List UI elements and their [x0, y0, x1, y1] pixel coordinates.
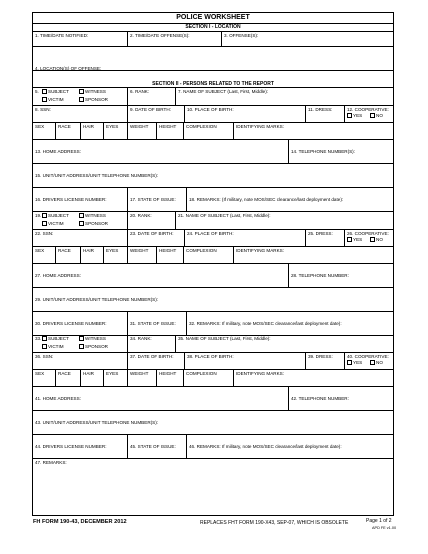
remarks-47-row	[33, 459, 393, 516]
person-2-home-row	[33, 264, 393, 288]
cooperative-no-checkbox[interactable]: NO	[370, 113, 383, 119]
drivers-license-field[interactable]: 30. DRIVERS LICENSE NUMBER:	[33, 312, 128, 335]
victim-checkbox[interactable]: VICTIM	[42, 344, 64, 350]
cooperative-label: 12. COOPERATIVE:	[347, 107, 389, 112]
subject-checkbox[interactable]: SUBJECT	[42, 336, 69, 342]
hair-field[interactable]: HAIR	[81, 247, 104, 263]
person-2-license-row	[33, 312, 393, 336]
person-3-unit-row	[33, 411, 393, 435]
person-3-role-cell	[33, 335, 128, 352]
cooperative-label: 26. COOPERATIVE:	[347, 231, 389, 236]
person-3-description-row	[33, 370, 393, 387]
section-1-title: SECTION I - LOCATION	[185, 24, 241, 30]
eyes-field[interactable]: EYES	[104, 123, 128, 139]
place-of-birth-field[interactable]: 24. PLACE OF BIRTH:	[185, 230, 306, 246]
sponsor-checkbox[interactable]: SPONSOR	[79, 221, 108, 227]
location-of-offense-field[interactable]: 4. LOCATION(S) OF OFFENSE:	[35, 66, 102, 70]
home-address-field[interactable]: 13. HOME ADDRESS:	[33, 140, 289, 163]
time-date-notified-field[interactable]: 1. TIME/DATE NOTIFIED:	[33, 32, 128, 46]
complexion-field[interactable]: COMPLEXION	[184, 247, 234, 263]
race-field[interactable]: RACE	[56, 123, 81, 139]
witness-checkbox[interactable]: WITNESS	[79, 213, 106, 219]
ssn-field[interactable]: 22. SSN:	[33, 230, 128, 246]
subject-checkbox[interactable]: SUBJECT	[42, 89, 69, 95]
victim-checkbox[interactable]: VICTIM	[42, 221, 64, 227]
state-of-issue-field[interactable]: 45. STATE OF ISSUE:	[128, 435, 187, 458]
race-field[interactable]: RACE	[56, 370, 81, 386]
subject-name-field[interactable]: 35. NAME OF SUBJECT (Last, First, Middle):	[178, 336, 271, 341]
person-2-id-row	[33, 230, 393, 247]
remarks-field[interactable]: 18. REMARKS: (If military, note MOS/SEC clearance/last deployment date):	[189, 197, 344, 202]
cooperative-no-checkbox[interactable]: NO	[370, 237, 383, 243]
person-2-role-cell	[33, 212, 128, 229]
identifying-marks-field[interactable]: IDENTIFYING MARKS:	[236, 124, 284, 129]
date-of-birth-field[interactable]: 23. DATE OF BIRTH:	[128, 230, 185, 246]
offenses-field[interactable]: 3. OFFENSE(S):	[224, 33, 259, 38]
sex-field[interactable]: SEX	[33, 370, 56, 386]
police-worksheet-form	[32, 12, 394, 516]
subject-name-field[interactable]: 21. NAME OF SUBJECT (Last, First, Middle):	[178, 213, 271, 218]
ssn-field[interactable]: 8. SSN:	[33, 106, 128, 122]
cooperative-cell	[345, 106, 393, 122]
cooperative-yes-checkbox[interactable]: YES	[347, 360, 362, 366]
section-2-title: SECTION II - PERSONS RELATED TO THE REPORT	[152, 81, 274, 87]
person-1-unit-row	[33, 164, 393, 188]
place-of-birth-field[interactable]: 38. PLACE OF BIRTH:	[185, 353, 306, 369]
person-role-number: 33.	[35, 336, 42, 341]
telephone-field[interactable]: 28. TELEPHONE NUMBER:	[291, 273, 349, 278]
ssn-field[interactable]: 36. SSN:	[33, 353, 128, 369]
dress-field[interactable]: 39. DRESS:	[306, 353, 345, 369]
telephone-field[interactable]: 42. TELEPHONE NUMBER:	[291, 396, 349, 401]
weight-field[interactable]: WEIGHT	[128, 247, 157, 263]
subject-checkbox[interactable]: SUBJECT	[42, 213, 69, 219]
cooperative-yes-checkbox[interactable]: YES	[347, 113, 362, 119]
sponsor-checkbox[interactable]: SPONSOR	[79, 97, 108, 103]
cooperative-no-checkbox[interactable]: NO	[370, 360, 383, 366]
person-role-number: 19.	[35, 213, 42, 218]
person-1-role-row	[33, 88, 393, 106]
dress-field[interactable]: 11. DRESS:	[306, 106, 345, 122]
sponsor-checkbox[interactable]: SPONSOR	[79, 344, 108, 350]
telephone-field[interactable]: 14. TELEPHONE NUMBER(S):	[291, 149, 355, 154]
cooperative-cell	[345, 353, 393, 369]
home-address-field[interactable]: 27. HOME ADDRESS:	[33, 264, 289, 287]
home-address-field[interactable]: 41. HOME ADDRESS:	[33, 387, 289, 410]
subject-name-field[interactable]: 7. NAME OF SUBJECT (Last, First, Middle):	[178, 89, 269, 94]
dress-field[interactable]: 25. DRESS:	[306, 230, 345, 246]
cooperative-yes-checkbox[interactable]: YES	[347, 237, 362, 243]
eyes-field[interactable]: EYES	[104, 370, 128, 386]
unit-address-field[interactable]: 29. UNIT/UNIT ADDRESS/UNIT TELEPHONE NUMBER(S):	[35, 297, 159, 302]
identifying-marks-field[interactable]: IDENTIFYING MARKS:	[236, 248, 284, 253]
hair-field[interactable]: HAIR	[81, 123, 104, 139]
remarks-47-field[interactable]: 47. REMARKS:	[35, 460, 67, 465]
page-number: Page 1 of 2	[366, 518, 392, 524]
sex-field[interactable]: SEX	[33, 123, 56, 139]
drivers-license-field[interactable]: 16. DRIVERS LICENSE NUMBER:	[33, 188, 128, 211]
hair-field[interactable]: HAIR	[81, 370, 104, 386]
person-2-role-row	[33, 212, 393, 230]
cooperative-cell	[345, 230, 393, 246]
person-3-id-row	[33, 353, 393, 370]
height-field[interactable]: HEIGHT	[157, 123, 184, 139]
state-of-issue-field[interactable]: 31. STATE OF ISSUE:	[128, 312, 187, 335]
form-version: APD FE v1.00	[372, 526, 397, 530]
rank-field[interactable]: 34. RANK:	[128, 335, 176, 352]
cooperative-label: 40. COOPERATIVE:	[347, 354, 389, 359]
person-3-license-row	[33, 435, 393, 459]
identifying-marks-field[interactable]: IDENTIFYING MARKS:	[236, 371, 284, 376]
rank-field[interactable]: 6. RANK:	[128, 88, 176, 105]
form-number: FH FORM 190-43, DECEMBER 2012	[33, 519, 127, 525]
drivers-license-field[interactable]: 44. DRIVERS LICENSE NUMBER:	[33, 435, 128, 458]
date-of-birth-field[interactable]: 9. DATE OF BIRTH:	[128, 106, 185, 122]
person-role-number: 5.	[35, 89, 39, 94]
location-row-1	[33, 32, 393, 47]
unit-address-field[interactable]: 15. UNIT/UNIT ADDRESS/UNIT TELEPHONE NUMBER(S):	[35, 173, 159, 178]
weight-field[interactable]: WEIGHT	[128, 370, 157, 386]
place-of-birth-field[interactable]: 10. PLACE OF BIRTH:	[185, 106, 306, 122]
height-field[interactable]: HEIGHT	[157, 370, 184, 386]
section-1-header	[33, 24, 393, 32]
person-1-role-cell	[33, 88, 128, 105]
height-field[interactable]: HEIGHT	[157, 247, 184, 263]
unit-address-field[interactable]: 43. UNIT/UNIT ADDRESS/UNIT TELEPHONE NUMBER(S):	[35, 420, 159, 425]
date-of-birth-field[interactable]: 37. DATE OF BIRTH:	[128, 353, 185, 369]
sex-field[interactable]: SEX	[33, 247, 56, 263]
state-of-issue-field[interactable]: 17. STATE OF ISSUE:	[128, 188, 187, 211]
complexion-field[interactable]: COMPLEXION	[184, 370, 234, 386]
location-row-2	[33, 47, 393, 71]
form-title-row	[33, 13, 393, 24]
eyes-field[interactable]: EYES	[104, 247, 128, 263]
person-3-home-row	[33, 387, 393, 411]
person-2-description-row	[33, 247, 393, 264]
replaces-notice: REPLACES FHT FORM 190-X43, SEP-07, WHICH IS OBSOLETE	[200, 520, 349, 526]
remarks-field[interactable]: 46. REMARKS: If military, note MOS/SEC clearance/last deployment date):	[189, 444, 342, 449]
person-1-license-row	[33, 188, 393, 212]
rank-field[interactable]: 20. RANK:	[128, 212, 176, 229]
race-field[interactable]: RACE	[56, 247, 81, 263]
time-date-offense-field[interactable]: 2. TIME/DATE OFFENSE(S):	[128, 32, 222, 46]
person-3-role-row	[33, 335, 393, 353]
remarks-field[interactable]: 32. REMARKS: If military, note MOS/SEC clearance/last deployment date):	[189, 321, 342, 326]
complexion-field[interactable]: COMPLEXION	[184, 123, 234, 139]
person-1-home-row	[33, 140, 393, 164]
section-2-header	[33, 71, 393, 88]
person-1-description-row	[33, 123, 393, 140]
form-title: POLICE WORKSHEET	[176, 14, 250, 21]
witness-checkbox[interactable]: WITNESS	[79, 336, 106, 342]
weight-field[interactable]: WEIGHT	[128, 123, 157, 139]
person-1-id-row	[33, 106, 393, 123]
victim-checkbox[interactable]: VICTIM	[42, 97, 64, 103]
person-2-unit-row	[33, 288, 393, 312]
witness-checkbox[interactable]: WITNESS	[79, 89, 106, 95]
